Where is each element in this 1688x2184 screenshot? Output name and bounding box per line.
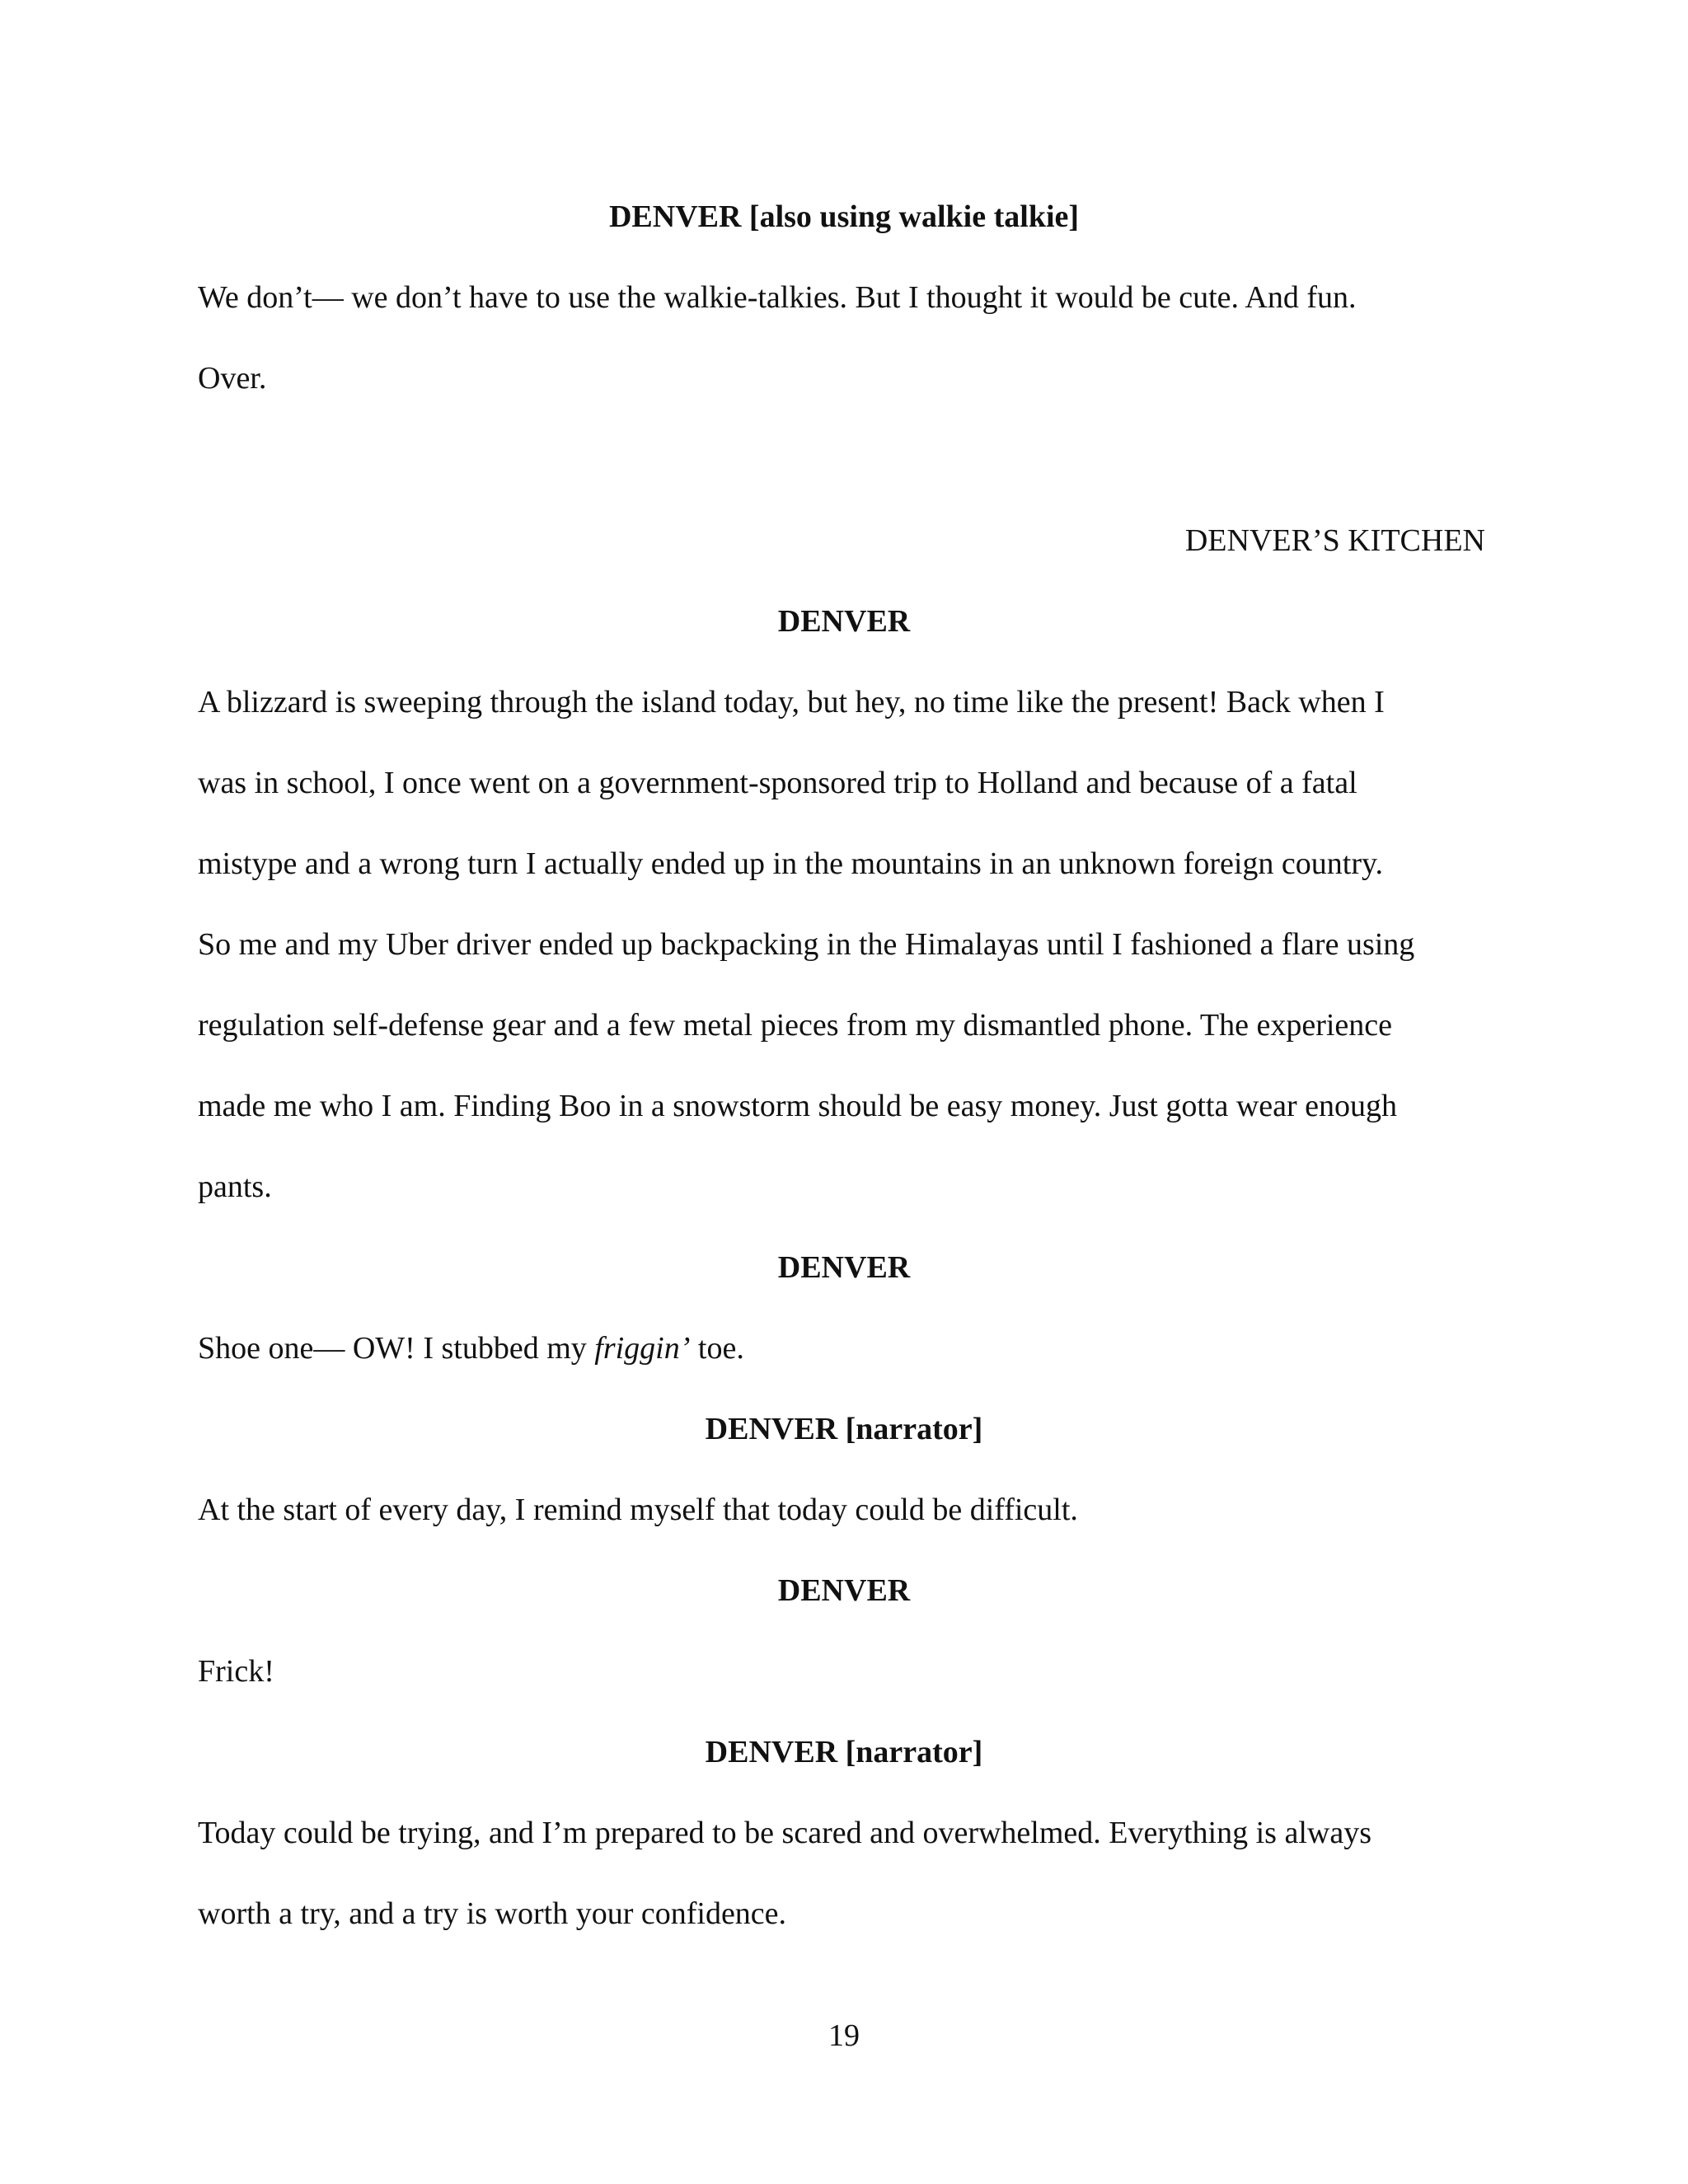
dialogue-line: made me who I am. Finding Boo in a snowstorm should be easy money. Just gotta wear enough xyxy=(198,1089,1398,1123)
dialogue-line: At the start of every day, I remind myself that today could be difficult. xyxy=(198,1493,1078,1527)
character-cue: DENVER [narrator] xyxy=(705,1735,983,1769)
page-number: 19 xyxy=(828,2018,860,2053)
dialogue-line: We don’t— we don’t have to use the walkie-talkies. But I thought it would be cute. And fun. xyxy=(198,280,1357,315)
character-cue: DENVER xyxy=(777,604,911,639)
character-cue: DENVER [also using walkie talkie] xyxy=(608,199,1080,234)
dialogue-line: mistype and a wrong turn I actually ended up in the mountains in an unknown foreign country. xyxy=(198,846,1384,881)
dialogue-text: toe. xyxy=(690,1331,744,1366)
dialogue-line: worth a try, and a try is worth your confidence. xyxy=(198,1896,787,1931)
dialogue-line: A blizzard is sweeping through the island today, but hey, no time like the present! Back when I xyxy=(198,685,1385,719)
scene-heading: DENVER’S KITCHEN xyxy=(1184,523,1485,558)
dialogue-line: Over. xyxy=(198,361,267,396)
dialogue-line: Frick! xyxy=(198,1654,274,1689)
dialogue-line: regulation self-defense gear and a few metal pieces from my dismantled phone. The experience xyxy=(198,1008,1393,1043)
dialogue-line: pants. xyxy=(198,1169,272,1204)
dialogue-line: So me and my Uber driver ended up backpacking in the Himalayas until I fashioned a flare using xyxy=(198,927,1415,962)
dialogue-line: was in school, I once went on a government-sponsored trip to Holland and because of a fatal xyxy=(198,766,1357,800)
character-cue: DENVER xyxy=(777,1250,911,1285)
character-cue: DENVER [narrator] xyxy=(705,1412,983,1446)
dialogue-text: Shoe one— OW! I stubbed my xyxy=(198,1331,595,1366)
dialogue-line xyxy=(198,1329,744,1367)
character-cue: DENVER xyxy=(777,1573,911,1608)
dialogue-emphasis: friggin’ xyxy=(594,1331,691,1366)
dialogue-line: Today could be trying, and I’m prepared to be scared and overwhelmed. Everything is always xyxy=(198,1816,1372,1850)
